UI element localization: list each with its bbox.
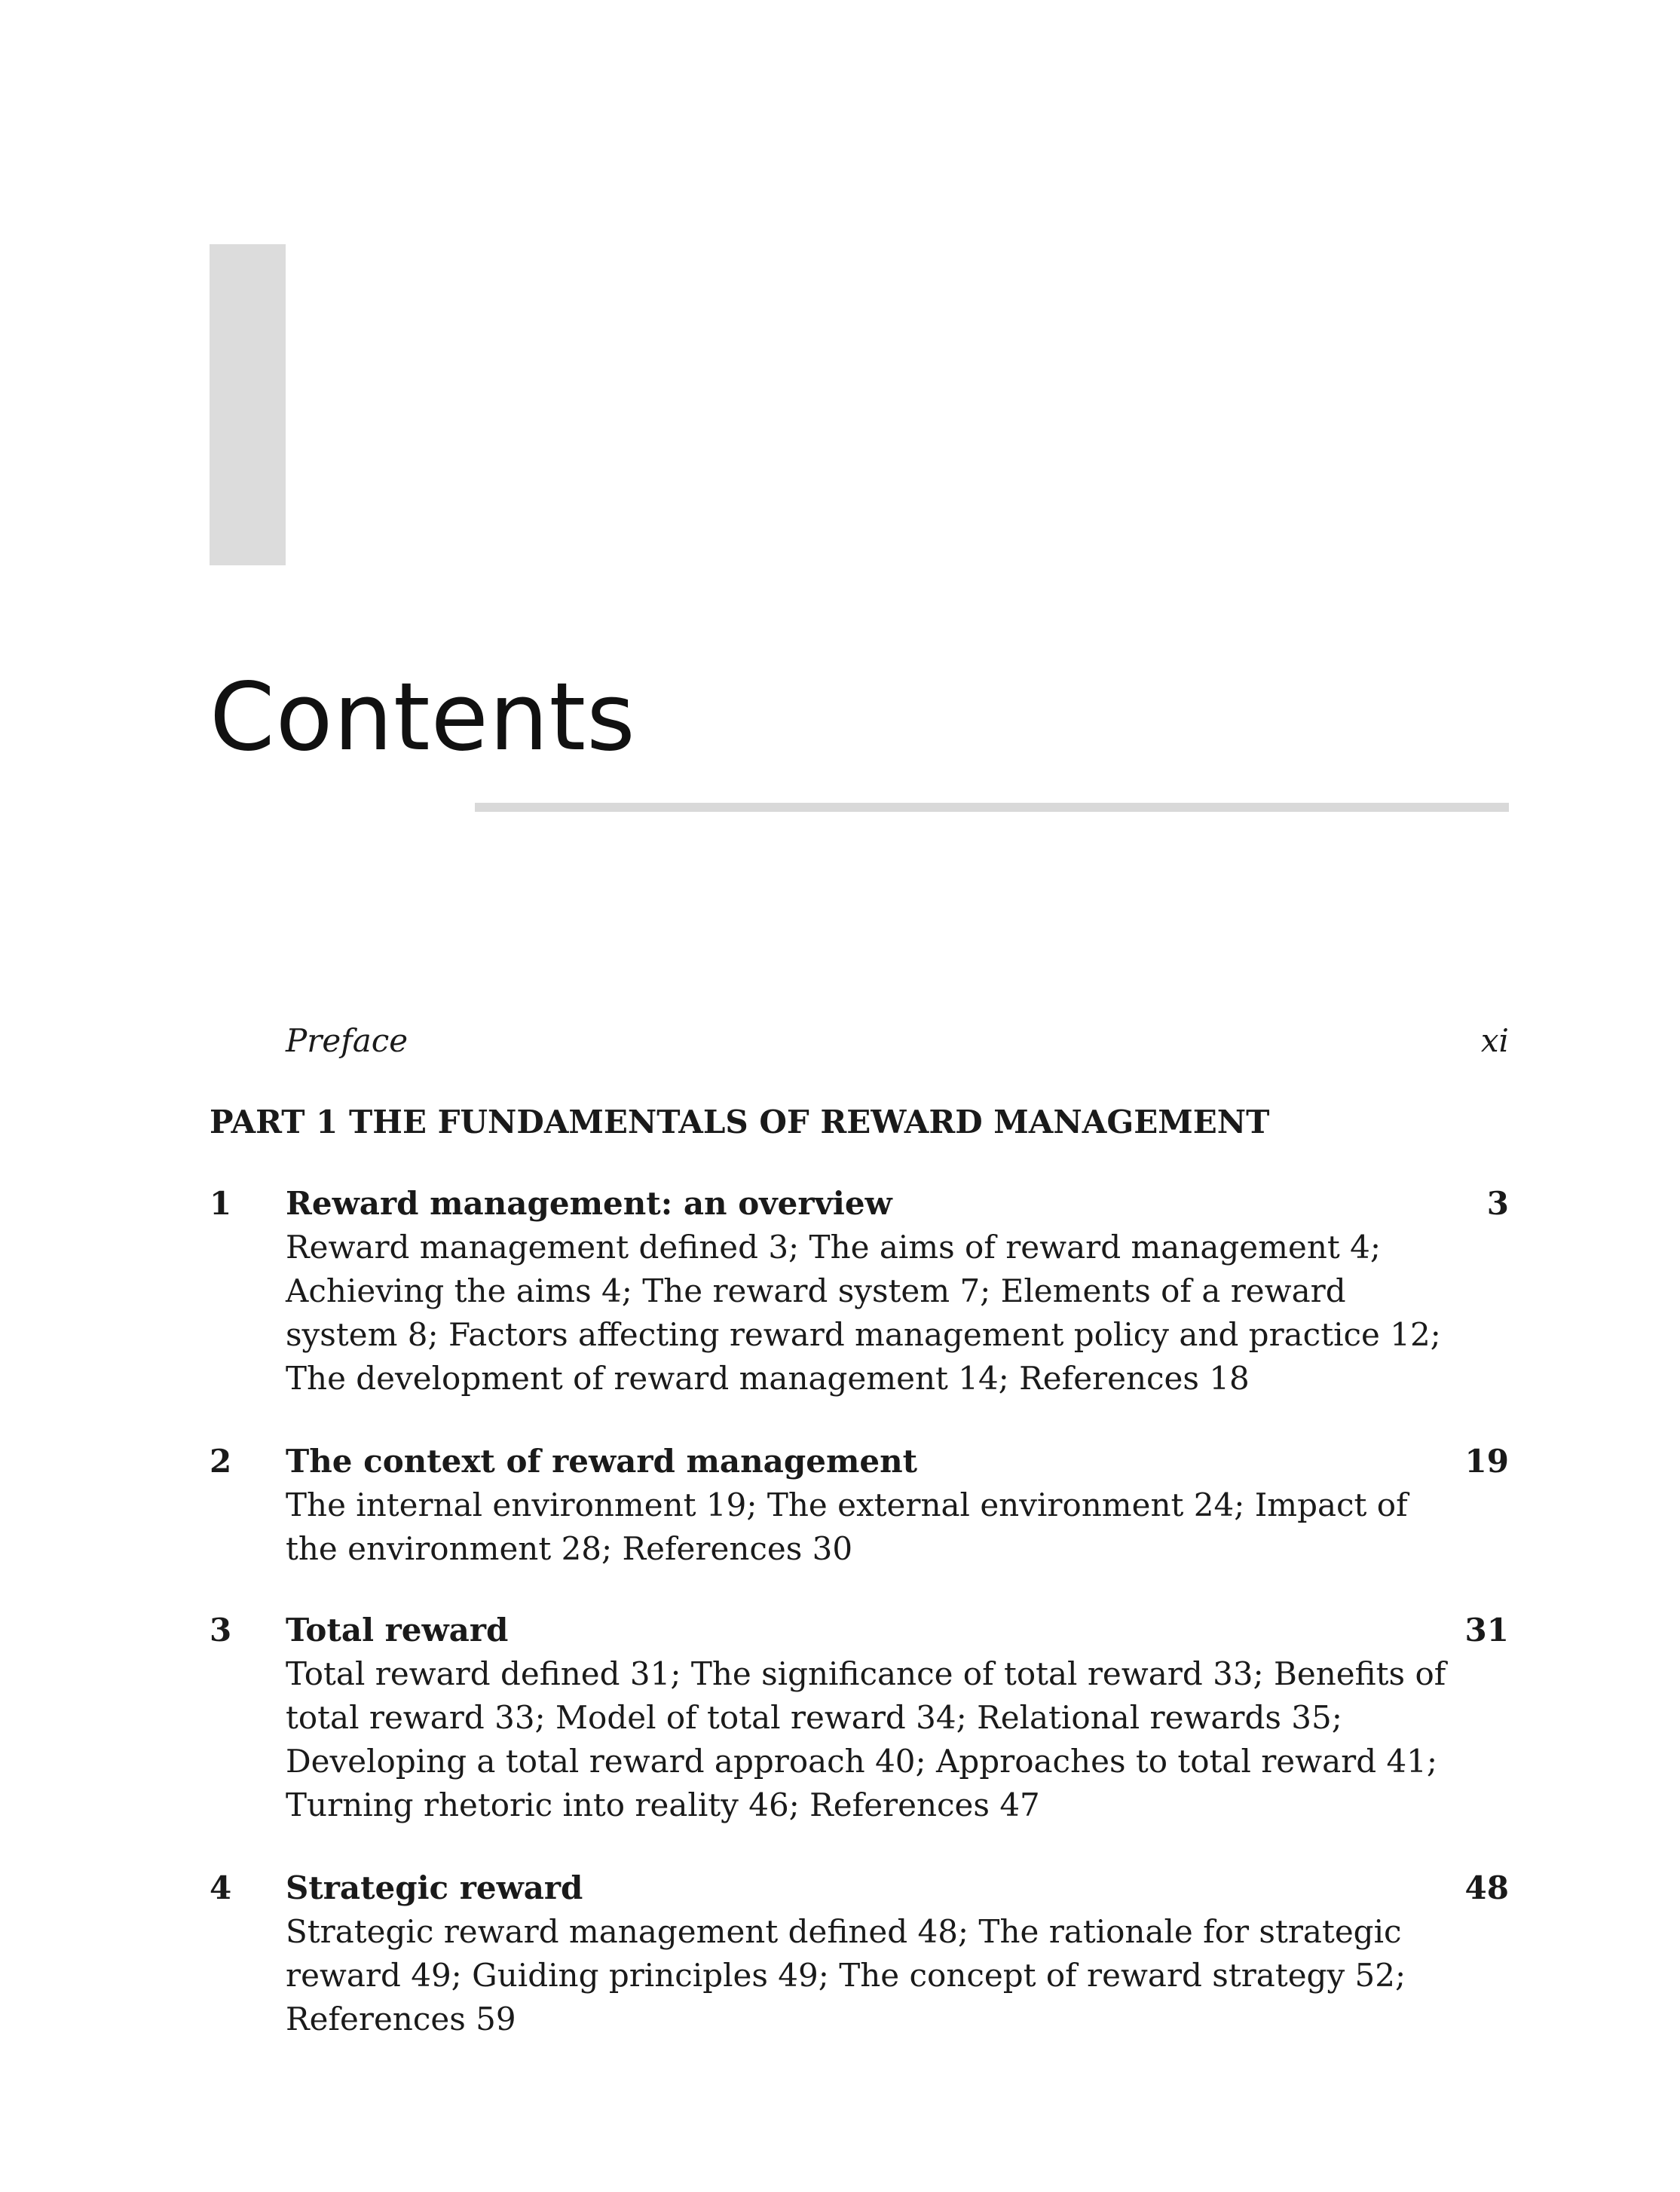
- chapter-title: The context of reward management: [286, 1443, 918, 1480]
- chapter-page: 3: [1486, 1185, 1509, 1222]
- chapter-page: 19: [1464, 1443, 1509, 1480]
- page-title: Contents: [210, 663, 636, 772]
- chapter-number: 1: [210, 1185, 232, 1222]
- chapter-title: Reward management: an overview: [286, 1185, 892, 1222]
- description-line: Developing a total reward approach 40; Approaches to total reward 41;: [286, 1743, 1438, 1780]
- chapter-page: 48: [1464, 1869, 1509, 1906]
- preface-label: Preface: [286, 1022, 409, 1059]
- chapter-number: 3: [210, 1612, 232, 1649]
- description-line: the environment 28; References 30: [286, 1530, 853, 1567]
- description-line: Total reward defined 31; The significance of total reward 33; Benefits of: [286, 1655, 1446, 1692]
- description-line: reward 49; Guiding principles 49; The concept of reward strategy 52;: [286, 1957, 1406, 1994]
- decorative-gray-bar: [210, 244, 286, 565]
- preface-page: xi: [1480, 1022, 1509, 1059]
- chapter-title: Total reward: [286, 1612, 509, 1649]
- chapter-number: 2: [210, 1443, 232, 1480]
- chapter-description: [286, 1226, 1441, 1401]
- description-line: References 59: [286, 2001, 516, 2037]
- chapter-description: [286, 1483, 1408, 1571]
- description-line: system 8; Factors affecting reward management policy and practice 12;: [286, 1316, 1441, 1353]
- chapter-page: 31: [1464, 1612, 1509, 1649]
- part-heading: PART 1 THE FUNDAMENTALS OF REWARD MANAGEMENT: [210, 1104, 1270, 1140]
- description-line: Strategic reward management defined 48; The rationale for strategic: [286, 1913, 1402, 1950]
- description-line: total reward 33; Model of total reward 34; Relational rewards 35;: [286, 1699, 1342, 1736]
- description-line: The internal environment 19; The external environment 24; Impact of: [286, 1486, 1408, 1523]
- description-line: Turning rhetoric into reality 46; References 47: [286, 1786, 1040, 1823]
- description-line: The development of reward management 14; References 18: [286, 1360, 1250, 1397]
- chapter-description: [286, 1910, 1406, 2041]
- chapter-title: Strategic reward: [286, 1869, 583, 1906]
- description-line: Reward management defined 3; The aims of reward management 4;: [286, 1229, 1381, 1266]
- title-underline-rule: [475, 803, 1509, 812]
- description-line: Achieving the aims 4; The reward system 7; Elements of a reward: [286, 1272, 1346, 1309]
- chapter-description: [286, 1652, 1446, 1827]
- chapter-number: 4: [210, 1869, 232, 1906]
